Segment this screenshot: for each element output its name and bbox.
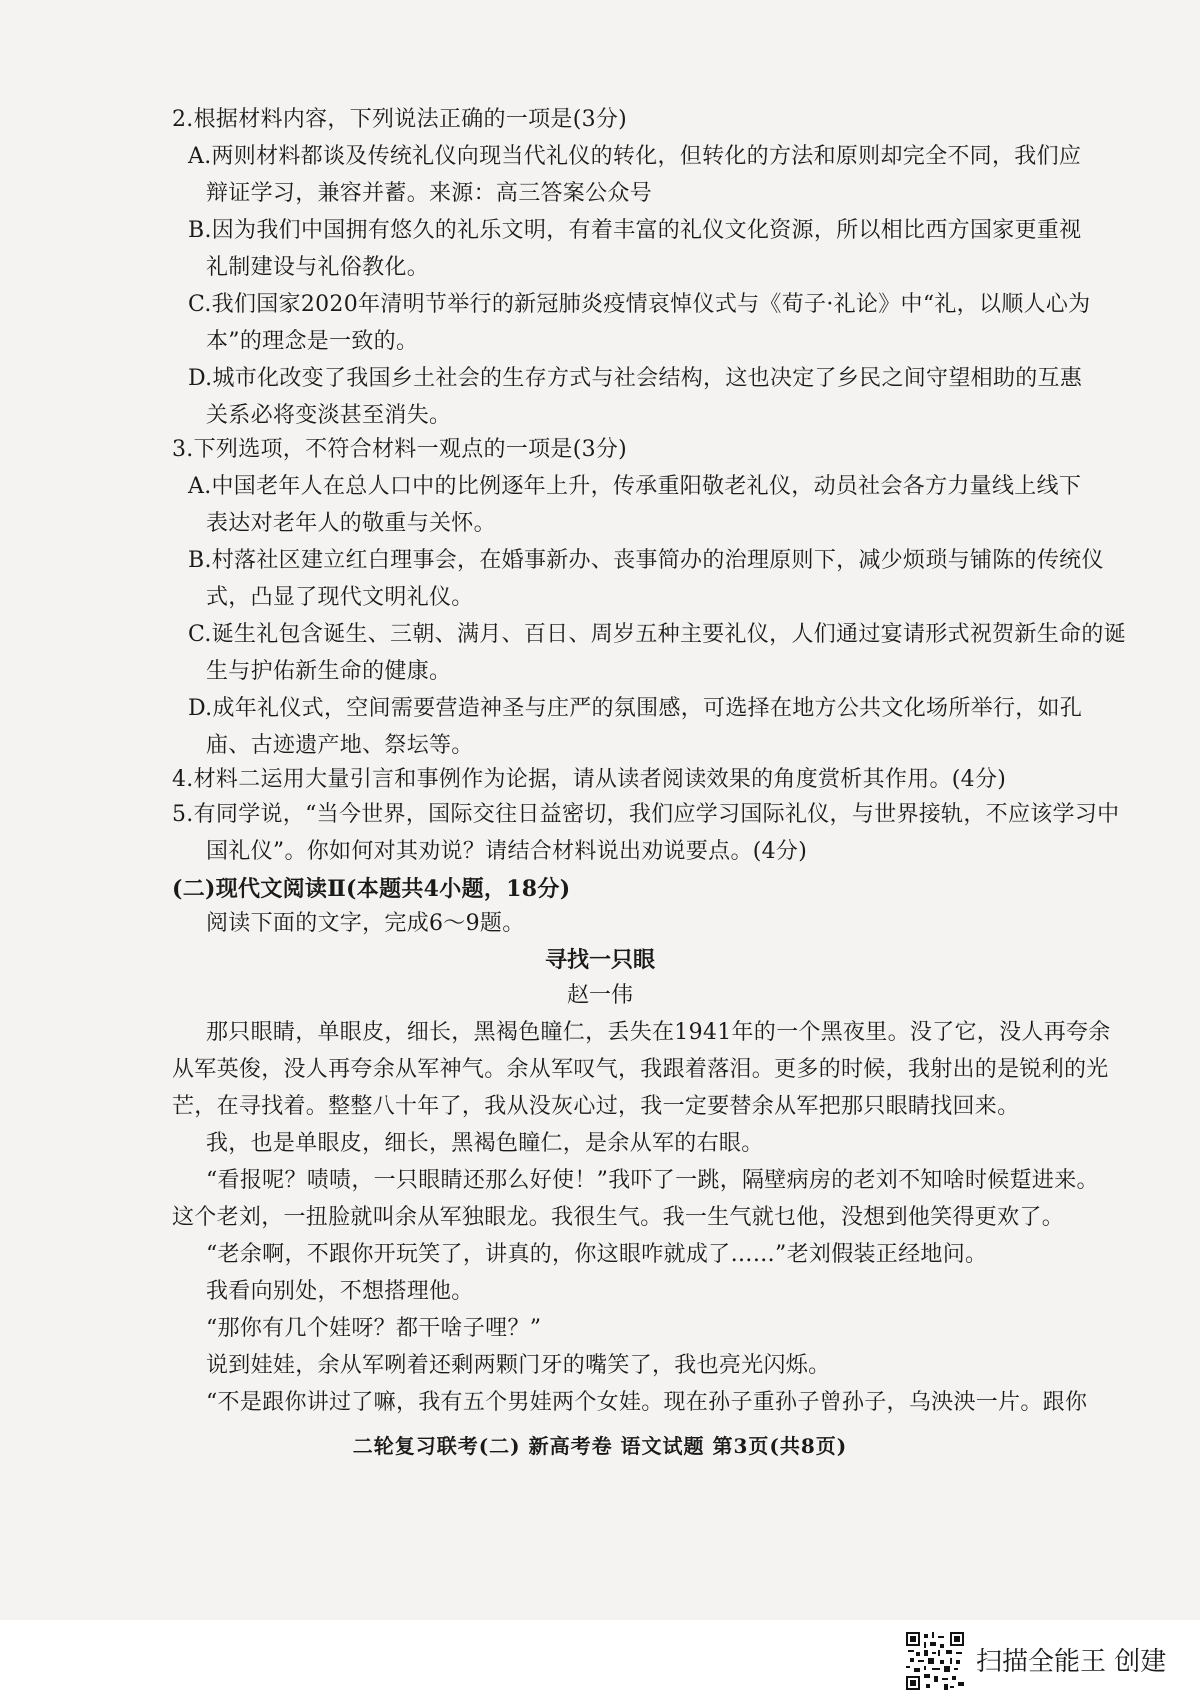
article-line: 那只眼睛，单眼皮，细长，黑褐色瞳仁，丢失在1941年的一个黑夜里。没了它，没人再夸余 xyxy=(206,1020,1111,1045)
question-2-option-c: C.我们国家2020年清明节举行的新冠肺炎疫情哀悼仪式与《荀子·礼论》中“礼，以顺人心为 xyxy=(188,292,1091,317)
question-3-option-b-cont: 式，凸显了现代文明礼仪。 xyxy=(206,585,474,610)
section-heading: (二)现代文阅读Ⅱ(本题共4小题，18分) xyxy=(172,876,571,902)
qr-code-icon xyxy=(906,1632,964,1690)
question-3-option-c: C.诞生礼包含诞生、三朝、满月、百日、周岁五种主要礼仪，人们通过宴请形式祝贺新生命的诞 xyxy=(188,622,1126,647)
article-line: 从军英俊，没人再夸余从军神气。余从军叹气，我跟着落泪。更多的时候，我射出的是锐利的光 xyxy=(172,1057,1109,1082)
watermark-text: 扫描全能王 创建 xyxy=(976,1647,1167,1677)
article-line: “那你有几个娃呀？都干啥子哩？” xyxy=(206,1316,542,1341)
article-line: 芒，在寻找着。整整八十年了，我从没灰心过，我一定要替余从军把那只眼睛找回来。 xyxy=(172,1094,1020,1119)
article-line: 说到娃娃，余从军咧着还剩两颗门牙的嘴笑了，我也亮光闪烁。 xyxy=(206,1353,831,1378)
question-3-option-b: B.村落社区建立红白理事会，在婚事新办、丧事简办的治理原则下，减少烦琐与铺陈的传统仪 xyxy=(188,548,1104,573)
article-line: 我，也是单眼皮，细长，黑褐色瞳仁，是余从军的右眼。 xyxy=(206,1131,764,1156)
question-3-stem: 3.下列选项，不符合材料一观点的一项是(3分) xyxy=(172,437,628,462)
question-4: 4.材料二运用大量引言和事例作为论据，请从读者阅读效果的角度赏析其作用。(4分) xyxy=(172,767,1007,792)
question-3-option-a: A.中国老年人在总人口中的比例逐年上升，传承重阳敬老礼仪，动员社会各方力量线上线下 xyxy=(188,474,1082,499)
page-footer: 二轮复习联考(二) 新高考卷 语文试题 第3页(共8页) xyxy=(352,1434,848,1458)
question-2-option-d-cont: 关系必将变淡甚至消失。 xyxy=(206,403,452,428)
question-2-option-a-cont: 辩证学习，兼容并蓄。来源：高三答案公众号 xyxy=(206,181,653,206)
article-line: “不是跟你讲过了嘛，我有五个男娃两个女娃。现在孙子重孙子曾孙子，乌泱泱一片。跟你 xyxy=(206,1390,1088,1415)
question-5: 5.有同学说，“当今世界，国际交往日益密切，我们应学习国际礼仪，与世界接轨，不应该学习中 xyxy=(172,802,1120,827)
article-line: “看报呢？啧啧，一只眼睛还那么好使！”我吓了一跳，隔壁病房的老刘不知啥时候踅进来。 xyxy=(206,1168,1099,1193)
article-title: 寻找一只眼 xyxy=(544,948,655,973)
question-3-option-a-cont: 表达对老年人的敬重与关怀。 xyxy=(206,511,496,536)
article-line: 这个老刘，一扭脸就叫余从军独眼龙。我很生气。我一生气就乜他，没想到他笑得更欢了。 xyxy=(172,1205,1065,1230)
question-2-option-b: B.因为我们中国拥有悠久的礼乐文明，有着丰富的礼仪文化资源，所以相比西方国家更重视 xyxy=(188,218,1082,243)
article-line: “老余啊，不跟你开玩笑了，讲真的，你这眼咋就成了……”老刘假装正经地问。 xyxy=(206,1242,988,1267)
question-2-option-c-cont: 本”的理念是一致的。 xyxy=(206,329,419,354)
question-2-option-a: A.两则材料都谈及传统礼仪向现当代礼仪的转化，但转化的方法和原则却完全不同，我们应 xyxy=(188,144,1082,169)
question-2-option-b-cont: 礼制建设与礼俗教化。 xyxy=(206,255,430,280)
question-3-option-c-cont: 生与护佑新生命的健康。 xyxy=(206,659,452,684)
question-2-stem: 2.根据材料内容，下列说法正确的一项是(3分) xyxy=(172,107,628,132)
section-instruction: 阅读下面的文字，完成6～9题。 xyxy=(206,911,525,936)
question-3-option-d: D.成年礼仪式，空间需要营造神圣与庄严的氛围感，可选择在地方公共文化场所举行，如孔 xyxy=(188,696,1083,721)
question-3-option-d-cont: 庙、古迹遗产地、祭坛等。 xyxy=(206,733,474,758)
article-author: 赵一伟 xyxy=(566,983,633,1008)
question-5-cont: 国礼仪”。你如何对其劝说？请结合材料说出劝说要点。(4分) xyxy=(206,839,808,864)
question-2-option-d: D.城市化改变了我国乡土社会的生存方式与社会结构，这也决定了乡民之间守望相助的互惠 xyxy=(188,366,1083,391)
article-line: 我看向别处，不想搭理他。 xyxy=(206,1279,474,1304)
